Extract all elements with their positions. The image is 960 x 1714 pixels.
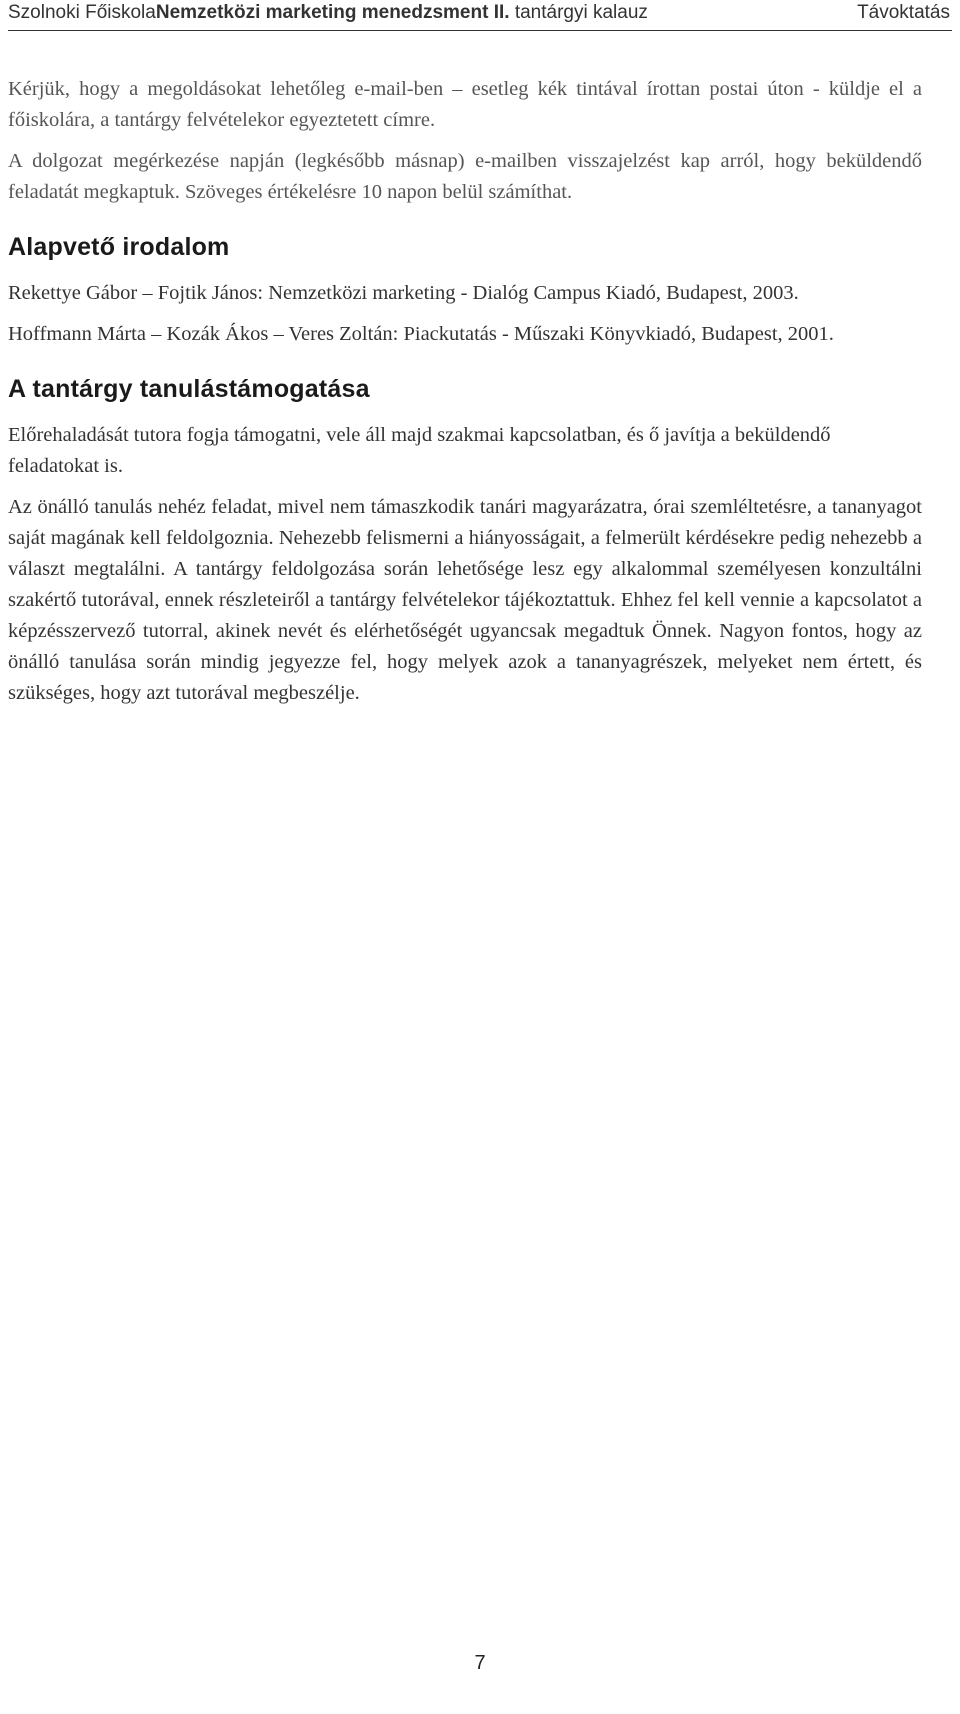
page-content xyxy=(8,74,922,709)
literature-heading: Alapvető irodalom xyxy=(8,233,230,261)
literature-item: Rekettye Gábor – Fojtik János: Nemzetközi marketing - Dialóg Campus Kiadó, Budapest, 2003. xyxy=(8,282,799,304)
header-guide: tantárgyi kalauz xyxy=(509,2,648,23)
header-left xyxy=(8,0,648,26)
support-paragraph-self-study: Az önálló tanulás nehéz feladat, mivel nem támaszkodik tanári magyarázatra, órai szemléltetésre, a tananyagot saját magának kell feldolgoznia. Nehezebb felismerni a hiányosságait, a felmerült kérdésekre pedig nehezebb a választ megtalálni. A tantárgy feldolgozása során lehetősége lesz egy alkalommal személyesen konzultálni szakértő tutorával, ennek részleteiről a tantárgy felvételekor tájékoztattuk. Ehhez fel kell vennie a kapcsolatot a képzésszervező tutorral, akinek nevét és elérhetőségét ugyancsak megadtuk Önnek. Nagyon fontos, hogy az önálló tanulása során mindig jegyezze fel, hogy melyek azok a tananyagrészek, melyeket nem értett, és szükséges, hogy azt tutorával megbeszélje. xyxy=(8,496,922,704)
intro-paragraph-submission: Kérjük, hogy a megoldásokat lehetőleg e-mail-ben – esetleg kék tintával írottan postai úton - küldje el a főiskolára, a tantárgy felvételekor egyeztetett címre. xyxy=(8,78,922,131)
page-number: 7 xyxy=(474,1652,486,1674)
header-school: Szolnoki Főiskola xyxy=(8,2,156,23)
literature-item: Hoffmann Márta – Kozák Ákos – Veres Zoltán: Piackutatás - Műszaki Könyvkiadó, Budapest, 2001. xyxy=(8,323,834,345)
header-course: Nemzetközi marketing menedzsment II. xyxy=(155,2,510,23)
support-paragraph-tutor: Előrehaladását tutora fogja támogatni, vele áll majd szakmai kapcsolatban, és ő javítja a beküldendő feladatokat is. xyxy=(8,424,831,477)
intro-paragraph-feedback: A dolgozat megérkezése napján (legkésőbb másnap) e-mailben visszajelzést kap arról, hogy beküldendő feladatát megkaptuk. Szöveges értékelésre 10 napon belül számíthat. xyxy=(8,150,922,203)
page-header xyxy=(8,0,952,31)
header-mode: Távoktatás xyxy=(857,2,950,23)
support-heading: A tantárgy tanulástámogatása xyxy=(8,375,370,403)
